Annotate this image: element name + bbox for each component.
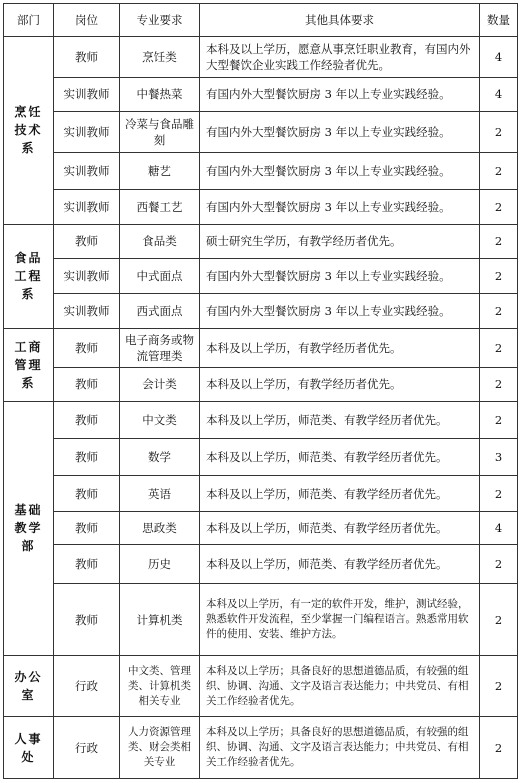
table-row [4, 367, 518, 401]
count-cell: 4 [480, 512, 518, 545]
table-row [4, 111, 518, 152]
major-cell: 冷菜与食品雕刻 [120, 111, 200, 152]
position-cell: 实训教师 [54, 294, 120, 329]
requirement-cell: 本科及以上学历；具备良好的思想道德品质，有较强的组织、协调、沟通、文字及语言表达能力；中共党员、有相关工作经验者优先。 [200, 655, 480, 716]
position-cell: 行政 [54, 717, 120, 779]
requirement-cell: 有国内外大型餐饮厨房 3 年以上专业实践经验。 [200, 111, 480, 152]
count-cell: 2 [480, 152, 518, 189]
major-cell: 糖艺 [120, 152, 200, 189]
table-row [4, 152, 518, 189]
count-cell: 2 [480, 717, 518, 779]
position-cell: 教师 [54, 37, 120, 78]
major-cell: 英语 [120, 475, 200, 512]
requirement-cell: 有国内外大型餐饮厨房 3 年以上专业实践经验。 [200, 189, 480, 224]
table-row [4, 584, 518, 656]
header-major: 专业要求 [120, 4, 200, 37]
count-cell: 2 [480, 584, 518, 656]
major-cell: 计算机类 [120, 584, 200, 656]
major-cell: 会计类 [120, 367, 200, 401]
position-cell: 教师 [54, 545, 120, 584]
position-cell: 实训教师 [54, 259, 120, 294]
table-row [4, 189, 518, 224]
header-department: 部门 [4, 4, 54, 37]
count-cell: 2 [480, 259, 518, 294]
table-row [4, 475, 518, 512]
requirement-cell: 本科及以上学历，愿意从事烹饪职业教育，有国内外大型餐饮企业实践工作经验者优先。 [200, 37, 480, 78]
department-cell: 烹饪技术系 [4, 37, 54, 225]
table-row [4, 438, 518, 475]
major-cell: 思政类 [120, 512, 200, 545]
count-cell: 4 [480, 77, 518, 111]
position-cell: 实训教师 [54, 111, 120, 152]
major-cell: 历史 [120, 545, 200, 584]
position-cell: 教师 [54, 438, 120, 475]
major-cell: 烹饪类 [120, 37, 200, 78]
position-cell: 教师 [54, 329, 120, 368]
count-cell: 4 [480, 37, 518, 78]
table-row [4, 717, 518, 779]
table-row [4, 655, 518, 716]
requirement-cell: 本科及以上学历，有教学经历者优先。 [200, 367, 480, 401]
header-count: 数量 [480, 4, 518, 37]
requirement-cell: 有国内外大型餐饮厨房 3 年以上专业实践经验。 [200, 152, 480, 189]
table-row [4, 545, 518, 584]
table-row [4, 77, 518, 111]
department-cell: 办公室 [4, 655, 54, 716]
count-cell: 2 [480, 111, 518, 152]
requirement-cell: 硕士研究生学历，有教学经历者优先。 [200, 224, 480, 259]
table-row [4, 512, 518, 545]
recruitment-table [3, 3, 518, 779]
table-row [4, 401, 518, 438]
position-cell: 实训教师 [54, 77, 120, 111]
position-cell: 教师 [54, 401, 120, 438]
requirement-cell: 本科及以上学历，有教学经历者优先。 [200, 329, 480, 368]
major-cell: 中文类、管理类、计算机类相关专业 [120, 655, 200, 716]
count-cell: 2 [480, 189, 518, 224]
position-cell: 实训教师 [54, 189, 120, 224]
major-cell: 食品类 [120, 224, 200, 259]
table-body [4, 37, 518, 779]
count-cell: 2 [480, 655, 518, 716]
major-cell: 电子商务或物流管理类 [120, 329, 200, 368]
count-cell: 2 [480, 224, 518, 259]
count-cell: 2 [480, 294, 518, 329]
requirement-cell: 有国内外大型餐饮厨房 3 年以上专业实践经验。 [200, 259, 480, 294]
major-cell: 中式面点 [120, 259, 200, 294]
header-row [4, 4, 518, 37]
table-row [4, 224, 518, 259]
position-cell: 教师 [54, 475, 120, 512]
table-row [4, 259, 518, 294]
department-cell: 工商管理系 [4, 329, 54, 402]
requirement-cell: 本科及以上学历，有一定的软件开发，维护，测试经验，熟悉软件开发流程，至少掌握一门编程语言。熟悉常用软件的使用、安装、维护方法。 [200, 584, 480, 656]
count-cell: 2 [480, 475, 518, 512]
header-position: 岗位 [54, 4, 120, 37]
requirement-cell: 本科及以上学历，师范类、有教学经历者优先。 [200, 512, 480, 545]
count-cell: 2 [480, 545, 518, 584]
count-cell: 2 [480, 401, 518, 438]
position-cell: 教师 [54, 512, 120, 545]
major-cell: 西式面点 [120, 294, 200, 329]
major-cell: 西餐工艺 [120, 189, 200, 224]
requirement-cell: 有国内外大型餐饮厨房 3 年以上专业实践经验。 [200, 294, 480, 329]
position-cell: 教师 [54, 584, 120, 656]
position-cell: 教师 [54, 224, 120, 259]
count-cell: 2 [480, 329, 518, 368]
department-cell: 人事处 [4, 717, 54, 779]
table-row [4, 329, 518, 368]
count-cell: 3 [480, 438, 518, 475]
requirement-cell: 本科及以上学历，师范类、有教学经历者优先。 [200, 401, 480, 438]
department-cell: 基础教学部 [4, 401, 54, 655]
requirement-cell: 本科及以上学历，师范类、有教学经历者优先。 [200, 438, 480, 475]
requirement-cell: 本科及以上学历，师范类、有教学经历者优先。 [200, 545, 480, 584]
requirement-cell: 有国内外大型餐饮厨房 3 年以上专业实践经验。 [200, 77, 480, 111]
header-requirement: 其他具体要求 [200, 4, 480, 37]
position-cell: 行政 [54, 655, 120, 716]
major-cell: 人力资源管理类、财会类相关专业 [120, 717, 200, 779]
department-cell: 食品工程系 [4, 224, 54, 329]
position-cell: 教师 [54, 367, 120, 401]
position-cell: 实训教师 [54, 152, 120, 189]
major-cell: 中餐热菜 [120, 77, 200, 111]
count-cell: 2 [480, 367, 518, 401]
table-row [4, 37, 518, 78]
major-cell: 数学 [120, 438, 200, 475]
table-row [4, 294, 518, 329]
requirement-cell: 本科及以上学历；具备良好的思想道德品质，有较强的组织、协调、沟通、文字及语言表达能力；中共党员、有相关工作经验者优先。 [200, 717, 480, 779]
requirement-cell: 本科及以上学历，师范类、有教学经历者优先。 [200, 475, 480, 512]
major-cell: 中文类 [120, 401, 200, 438]
